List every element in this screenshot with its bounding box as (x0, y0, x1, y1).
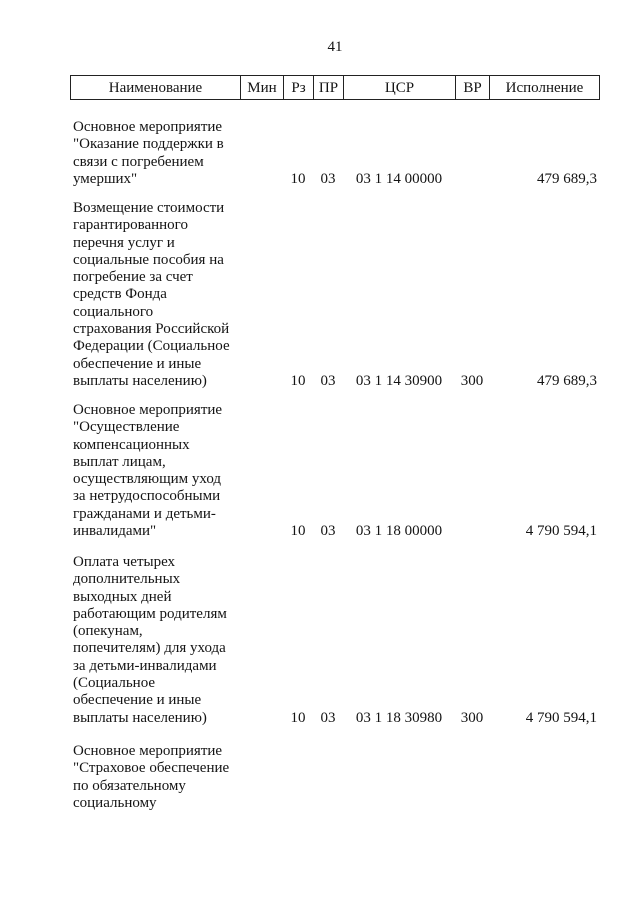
row-csr: 03 1 18 00000 (355, 523, 443, 540)
row-amount: 4 790 594,1 (525, 709, 597, 726)
row-vr: 300 (460, 709, 484, 726)
row-name: Основное мероприятие "Страховое обеспечение по обязательному социальному (73, 743, 230, 811)
row-csr: 03 1 18 30980 (355, 709, 443, 726)
page-number: 41 (327, 39, 343, 55)
row-rz: 10 (290, 709, 306, 726)
row-name: Возмещение стоимости гарантированного перечня услуг и социальные пособия на погребение за счет средств Фонда социального страхования Российской Федерации (Социальное обеспечение и иные выплаты населению) (73, 200, 230, 389)
row-name: Оплата четырех дополнительных выходных дней работающим родителям (опекунам, попечителям) для ухода за детьми-инвалидами (Социальное обеспечение и иные выплаты населению) (73, 554, 227, 726)
header-cell-min: Мин (240, 75, 283, 100)
header-cell-csr: ЦСР (343, 75, 455, 100)
row-amount: 4 790 594,1 (525, 523, 597, 540)
header-cell-rz: Рз (283, 75, 313, 100)
row-name: Основное мероприятие "Осуществление компенсационных выплат лицам, осуществляющим уход за нетрудоспособными гражданами и детьми- инвалидами" (73, 402, 223, 540)
row-rz: 10 (290, 170, 306, 187)
table-row (70, 402, 600, 540)
row-csr: 03 1 14 30900 (355, 372, 443, 389)
row-pr: 03 (320, 523, 336, 540)
row-name: Основное мероприятие "Оказание поддержки в связи с погребением умерших" (73, 119, 224, 187)
table-row (70, 554, 600, 727)
header-cell-amount: Исполнение (489, 75, 600, 100)
header-cell-vr: ВР (455, 75, 489, 100)
row-amount: 479 689,3 (537, 372, 597, 389)
row-amount: 479 689,3 (537, 170, 597, 187)
header-cell-name: Наименование (70, 75, 240, 100)
table-header (70, 75, 600, 100)
table-row (70, 200, 600, 390)
table-row (70, 743, 600, 812)
row-csr: 03 1 14 00000 (355, 170, 443, 187)
row-pr: 03 (320, 170, 336, 187)
row-pr: 03 (320, 709, 336, 726)
table-row (70, 119, 600, 188)
header-cell-pr: ПР (313, 75, 343, 100)
row-rz: 10 (290, 372, 306, 389)
row-vr: 300 (460, 372, 484, 389)
row-rz: 10 (290, 523, 306, 540)
row-pr: 03 (320, 372, 336, 389)
